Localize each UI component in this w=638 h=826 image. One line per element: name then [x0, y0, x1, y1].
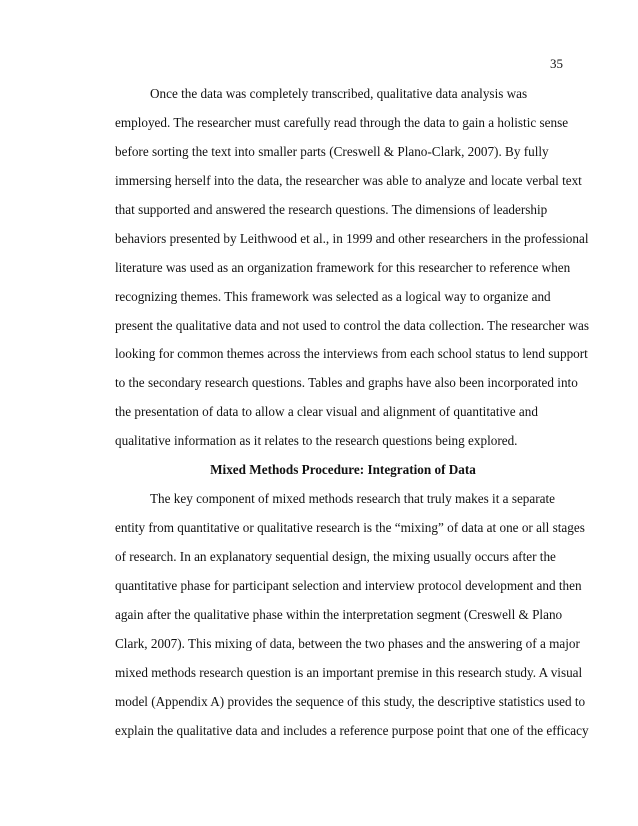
page-number: 35	[550, 56, 563, 71]
paragraph-line: immersing herself into the data, the researcher was able to analyze and locate verbal text	[115, 172, 582, 188]
paragraph-line: qualitative information as it relates to the research questions being explored.	[115, 433, 518, 449]
paragraph-line: model (Appendix A) provides the sequence of this study, the descriptive statistics used to	[115, 693, 586, 709]
paragraph-line: again after the qualitative phase within the interpretation segment (Creswell & Plano	[115, 606, 563, 622]
section-heading: Mixed Methods Procedure: Integration of Data	[210, 462, 476, 478]
paragraph-line: of research. In an explanatory sequential design, the mixing usually occurs after the	[115, 549, 556, 564]
paragraph-transcription-analysis	[115, 80, 589, 456]
paragraph-line: present the qualitative data and not used to control the data collection. The researcher was	[115, 317, 589, 333]
paragraph-line: to the secondary research questions. Tables and graphs have also been incorporated into	[115, 375, 578, 391]
paragraph-line: recognizing themes. This framework was selected as a logical way to organize and	[115, 288, 551, 304]
paragraph-line: The key component of mixed methods research that truly makes it a separate	[150, 491, 556, 507]
paragraph-line: behaviors presented by Leithwood et al., in 1999 and other researchers in the professional	[115, 230, 589, 246]
paragraph-line: entity from quantitative or qualitative research is the “mixing” of data at one or all stages	[115, 520, 585, 536]
paragraph-line: quantitative phase for participant selection and interview protocol development and then	[115, 577, 582, 593]
paragraph-line: Clark, 2007). This mixing of data, between the two phases and the answering of a major	[115, 635, 580, 651]
paragraph-line: that supported and answered the research questions. The dimensions of leadership	[115, 201, 548, 217]
paragraph-line: mixed methods research question is an important premise in this research study. A visual	[115, 664, 583, 680]
paragraph-line: explain the qualitative data and includes a reference purpose point that one of the efficacy	[115, 722, 589, 738]
paragraph-line: the presentation of data to allow a clear visual and alignment of quantitative and	[115, 404, 538, 420]
paragraph-line: Once the data was completely transcribed, qualitative data analysis was	[150, 86, 528, 101]
paragraph-mixed-methods	[115, 485, 589, 745]
paragraph-line: before sorting the text into smaller parts (Creswell & Plano-Clark, 2007). By fully	[115, 143, 549, 159]
body-text	[115, 80, 589, 746]
paragraph-line: employed. The researcher must carefully read through the data to gain a holistic sense	[115, 114, 569, 130]
paragraph-line: looking for common themes across the interviews from each school status to lend support	[115, 346, 588, 362]
paragraph-line: literature was used as an organization framework for this researcher to reference when	[115, 259, 571, 275]
